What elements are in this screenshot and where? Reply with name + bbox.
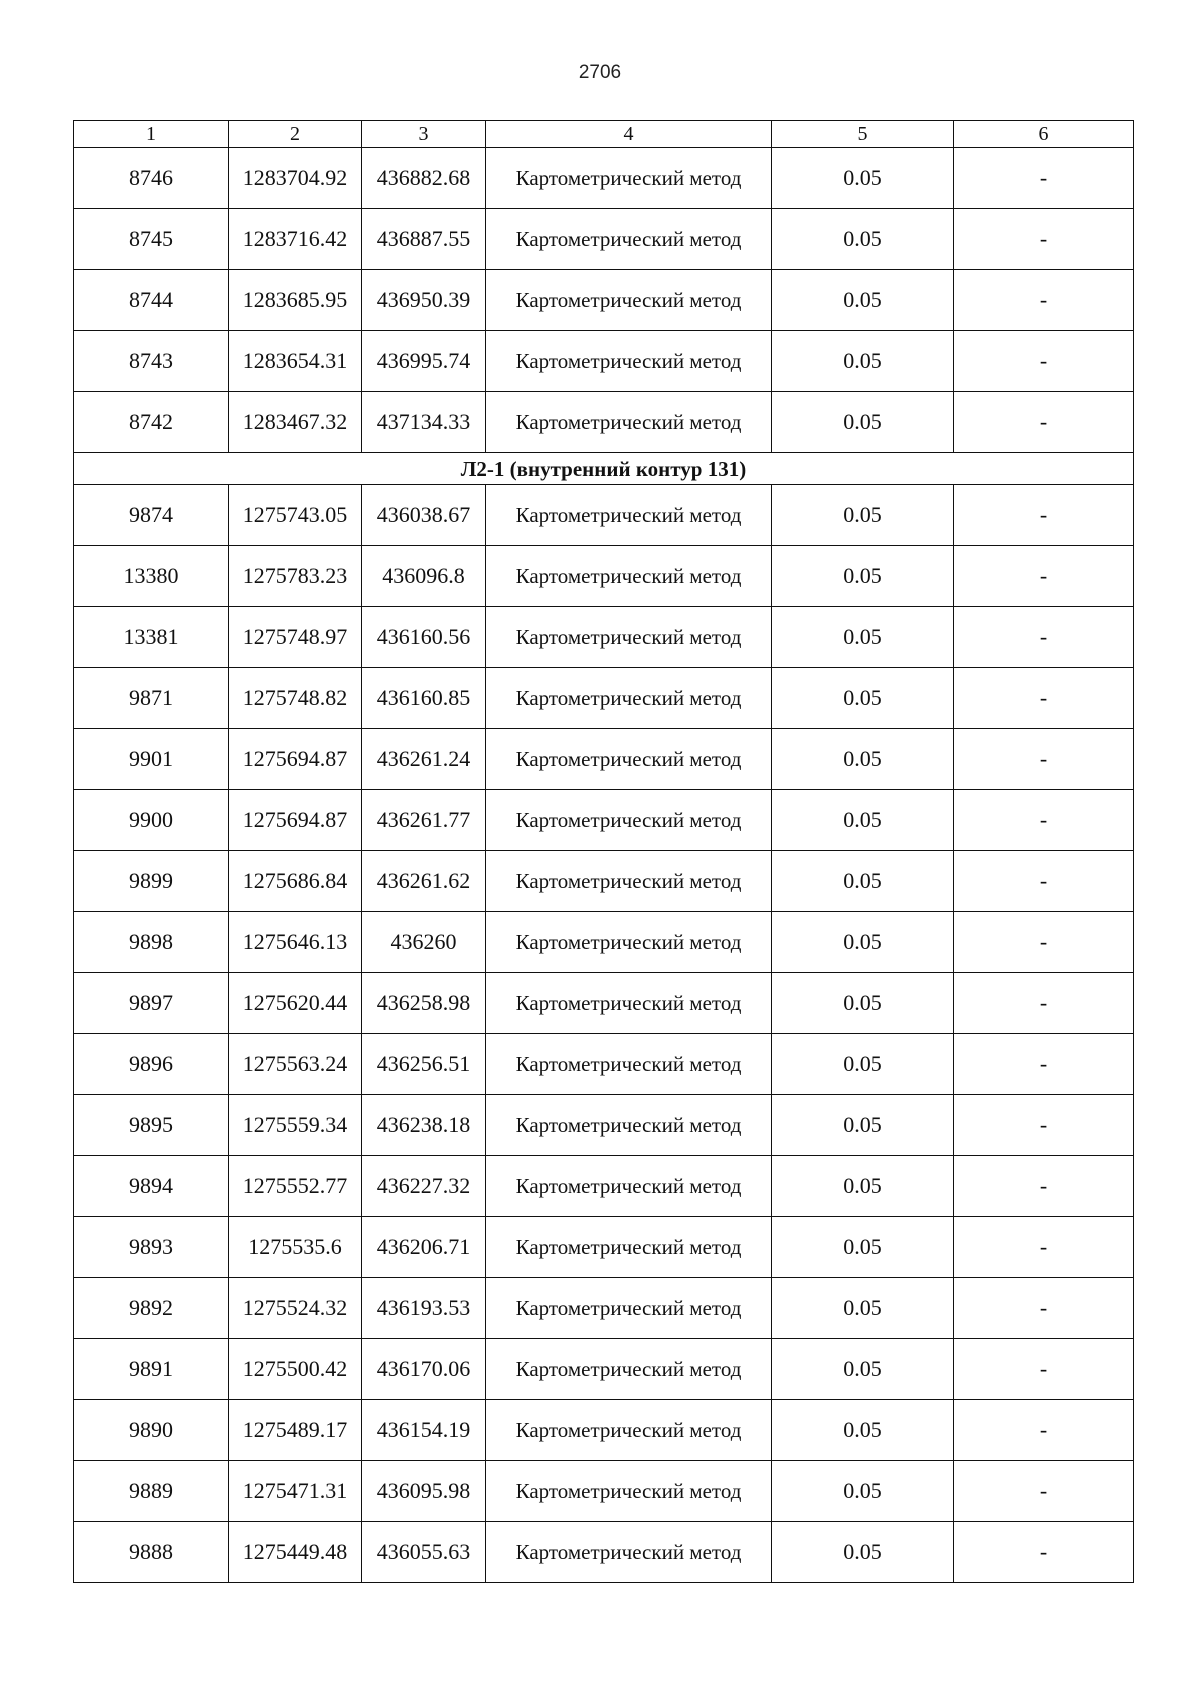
method-cell: Картометрический метод <box>486 668 772 729</box>
accuracy-cell: 0.05 <box>772 1156 954 1217</box>
accuracy-cell: 0.05 <box>772 148 954 209</box>
description-cell: - <box>954 331 1134 392</box>
accuracy-cell: 0.05 <box>772 546 954 607</box>
table-row <box>74 1522 1134 1583</box>
method-cell: Картометрический метод <box>486 607 772 668</box>
method-cell: Картометрический метод <box>486 148 772 209</box>
accuracy-cell: 0.05 <box>772 729 954 790</box>
table-row <box>74 485 1134 546</box>
description-cell: - <box>954 148 1134 209</box>
coordinate-y-cell: 436887.55 <box>362 209 486 270</box>
accuracy-cell: 0.05 <box>772 1095 954 1156</box>
section-row <box>74 453 1134 485</box>
table-row <box>74 607 1134 668</box>
coordinate-x-cell: 1275743.05 <box>229 485 362 546</box>
point-number-cell: 9899 <box>74 851 229 912</box>
table-body <box>74 148 1134 1583</box>
description-cell: - <box>954 392 1134 453</box>
accuracy-cell: 0.05 <box>772 209 954 270</box>
accuracy-cell: 0.05 <box>772 485 954 546</box>
column-header: 6 <box>954 121 1134 148</box>
description-cell: - <box>954 973 1134 1034</box>
coordinate-y-cell: 436160.85 <box>362 668 486 729</box>
coordinate-x-cell: 1275694.87 <box>229 729 362 790</box>
coordinate-x-cell: 1275524.32 <box>229 1278 362 1339</box>
table-row <box>74 270 1134 331</box>
coordinate-x-cell: 1275783.23 <box>229 546 362 607</box>
point-number-cell: 9894 <box>74 1156 229 1217</box>
table-row <box>74 1461 1134 1522</box>
table-row <box>74 148 1134 209</box>
point-number-cell: 8744 <box>74 270 229 331</box>
coordinate-y-cell: 436261.77 <box>362 790 486 851</box>
table-row <box>74 1217 1134 1278</box>
description-cell: - <box>954 1522 1134 1583</box>
description-cell: - <box>954 1461 1134 1522</box>
method-cell: Картометрический метод <box>486 729 772 790</box>
table-row <box>74 973 1134 1034</box>
accuracy-cell: 0.05 <box>772 668 954 729</box>
point-number-cell: 9892 <box>74 1278 229 1339</box>
table-row <box>74 790 1134 851</box>
method-cell: Картометрический метод <box>486 1339 772 1400</box>
description-cell: - <box>954 668 1134 729</box>
point-number-cell: 9890 <box>74 1400 229 1461</box>
table-row <box>74 331 1134 392</box>
coordinate-x-cell: 1275686.84 <box>229 851 362 912</box>
method-cell: Картометрический метод <box>486 973 772 1034</box>
description-cell: - <box>954 485 1134 546</box>
method-cell: Картометрический метод <box>486 912 772 973</box>
coordinate-y-cell: 436238.18 <box>362 1095 486 1156</box>
point-number-cell: 9893 <box>74 1217 229 1278</box>
coordinate-y-cell: 436096.8 <box>362 546 486 607</box>
coordinate-x-cell: 1275489.17 <box>229 1400 362 1461</box>
coordinate-y-cell: 437134.33 <box>362 392 486 453</box>
column-header: 4 <box>486 121 772 148</box>
point-number-cell: 9897 <box>74 973 229 1034</box>
coordinate-x-cell: 1283704.92 <box>229 148 362 209</box>
coordinate-x-cell: 1275748.82 <box>229 668 362 729</box>
description-cell: - <box>954 851 1134 912</box>
method-cell: Картометрический метод <box>486 485 772 546</box>
table-row <box>74 1034 1134 1095</box>
page-number: 2706 <box>578 62 622 83</box>
method-cell: Картометрический метод <box>486 1461 772 1522</box>
accuracy-cell: 0.05 <box>772 607 954 668</box>
coordinates-table <box>73 120 1134 1583</box>
description-cell: - <box>954 1034 1134 1095</box>
header-row <box>74 121 1134 148</box>
method-cell: Картометрический метод <box>486 851 772 912</box>
method-cell: Картометрический метод <box>486 546 772 607</box>
coordinate-x-cell: 1275646.13 <box>229 912 362 973</box>
method-cell: Картометрический метод <box>486 209 772 270</box>
table-row <box>74 1156 1134 1217</box>
coordinate-y-cell: 436055.63 <box>362 1522 486 1583</box>
coordinate-x-cell: 1275449.48 <box>229 1522 362 1583</box>
coordinate-x-cell: 1275559.34 <box>229 1095 362 1156</box>
description-cell: - <box>954 607 1134 668</box>
method-cell: Картометрический метод <box>486 790 772 851</box>
description-cell: - <box>954 546 1134 607</box>
accuracy-cell: 0.05 <box>772 1217 954 1278</box>
description-cell: - <box>954 1095 1134 1156</box>
column-header: 1 <box>74 121 229 148</box>
accuracy-cell: 0.05 <box>772 790 954 851</box>
point-number-cell: 9901 <box>74 729 229 790</box>
coordinate-x-cell: 1283716.42 <box>229 209 362 270</box>
coordinate-x-cell: 1283654.31 <box>229 331 362 392</box>
method-cell: Картометрический метод <box>486 1217 772 1278</box>
description-cell: - <box>954 729 1134 790</box>
table-row <box>74 912 1134 973</box>
description-cell: - <box>954 209 1134 270</box>
coordinate-x-cell: 1275535.6 <box>229 1217 362 1278</box>
accuracy-cell: 0.05 <box>772 1461 954 1522</box>
point-number-cell: 9888 <box>74 1522 229 1583</box>
description-cell: - <box>954 1278 1134 1339</box>
coordinate-x-cell: 1283685.95 <box>229 270 362 331</box>
coordinate-y-cell: 436154.19 <box>362 1400 486 1461</box>
accuracy-cell: 0.05 <box>772 1400 954 1461</box>
coordinate-y-cell: 436193.53 <box>362 1278 486 1339</box>
accuracy-cell: 0.05 <box>772 912 954 973</box>
point-number-cell: 8746 <box>74 148 229 209</box>
description-cell: - <box>954 1339 1134 1400</box>
accuracy-cell: 0.05 <box>772 270 954 331</box>
point-number-cell: 9874 <box>74 485 229 546</box>
coordinate-y-cell: 436261.24 <box>362 729 486 790</box>
description-cell: - <box>954 912 1134 973</box>
coordinate-y-cell: 436227.32 <box>362 1156 486 1217</box>
table-row <box>74 1400 1134 1461</box>
method-cell: Картометрический метод <box>486 1278 772 1339</box>
coordinate-x-cell: 1275471.31 <box>229 1461 362 1522</box>
table-row <box>74 392 1134 453</box>
accuracy-cell: 0.05 <box>772 331 954 392</box>
method-cell: Картометрический метод <box>486 1095 772 1156</box>
table-row <box>74 668 1134 729</box>
point-number-cell: 9891 <box>74 1339 229 1400</box>
coordinate-x-cell: 1275748.97 <box>229 607 362 668</box>
coordinate-x-cell: 1283467.32 <box>229 392 362 453</box>
point-number-cell: 9895 <box>74 1095 229 1156</box>
table-row <box>74 1339 1134 1400</box>
point-number-cell: 9898 <box>74 912 229 973</box>
coordinate-y-cell: 436256.51 <box>362 1034 486 1095</box>
point-number-cell: 9896 <box>74 1034 229 1095</box>
coordinate-y-cell: 436160.56 <box>362 607 486 668</box>
table-row <box>74 546 1134 607</box>
point-number-cell: 9889 <box>74 1461 229 1522</box>
accuracy-cell: 0.05 <box>772 1522 954 1583</box>
accuracy-cell: 0.05 <box>772 973 954 1034</box>
point-number-cell: 8745 <box>74 209 229 270</box>
coordinate-x-cell: 1275500.42 <box>229 1339 362 1400</box>
method-cell: Картометрический метод <box>486 331 772 392</box>
coordinate-y-cell: 436995.74 <box>362 331 486 392</box>
table-row <box>74 851 1134 912</box>
method-cell: Картометрический метод <box>486 1034 772 1095</box>
table-row <box>74 729 1134 790</box>
accuracy-cell: 0.05 <box>772 1034 954 1095</box>
coordinate-x-cell: 1275694.87 <box>229 790 362 851</box>
point-number-cell: 8743 <box>74 331 229 392</box>
description-cell: - <box>954 790 1134 851</box>
accuracy-cell: 0.05 <box>772 392 954 453</box>
section-title: Л2-1 (внутренний контур 131) <box>74 453 1134 485</box>
method-cell: Картометрический метод <box>486 1522 772 1583</box>
coordinate-x-cell: 1275563.24 <box>229 1034 362 1095</box>
accuracy-cell: 0.05 <box>772 1339 954 1400</box>
method-cell: Картометрический метод <box>486 270 772 331</box>
coordinate-y-cell: 436882.68 <box>362 148 486 209</box>
point-number-cell: 9900 <box>74 790 229 851</box>
description-cell: - <box>954 1400 1134 1461</box>
method-cell: Картометрический метод <box>486 392 772 453</box>
coordinate-x-cell: 1275552.77 <box>229 1156 362 1217</box>
coordinate-y-cell: 436170.06 <box>362 1339 486 1400</box>
column-header: 2 <box>229 121 362 148</box>
coordinate-y-cell: 436261.62 <box>362 851 486 912</box>
description-cell: - <box>954 1217 1134 1278</box>
table-row <box>74 1278 1134 1339</box>
description-cell: - <box>954 270 1134 331</box>
coordinate-x-cell: 1275620.44 <box>229 973 362 1034</box>
method-cell: Картометрический метод <box>486 1400 772 1461</box>
coordinate-y-cell: 436258.98 <box>362 973 486 1034</box>
coordinate-y-cell: 436095.98 <box>362 1461 486 1522</box>
accuracy-cell: 0.05 <box>772 1278 954 1339</box>
coordinate-y-cell: 436950.39 <box>362 270 486 331</box>
point-number-cell: 13380 <box>74 546 229 607</box>
table-row <box>74 1095 1134 1156</box>
point-number-cell: 9871 <box>74 668 229 729</box>
accuracy-cell: 0.05 <box>772 851 954 912</box>
coordinate-y-cell: 436038.67 <box>362 485 486 546</box>
column-header: 5 <box>772 121 954 148</box>
method-cell: Картометрический метод <box>486 1156 772 1217</box>
table-row <box>74 209 1134 270</box>
column-header: 3 <box>362 121 486 148</box>
point-number-cell: 8742 <box>74 392 229 453</box>
point-number-cell: 13381 <box>74 607 229 668</box>
description-cell: - <box>954 1156 1134 1217</box>
coordinate-y-cell: 436260 <box>362 912 486 973</box>
coordinate-y-cell: 436206.71 <box>362 1217 486 1278</box>
